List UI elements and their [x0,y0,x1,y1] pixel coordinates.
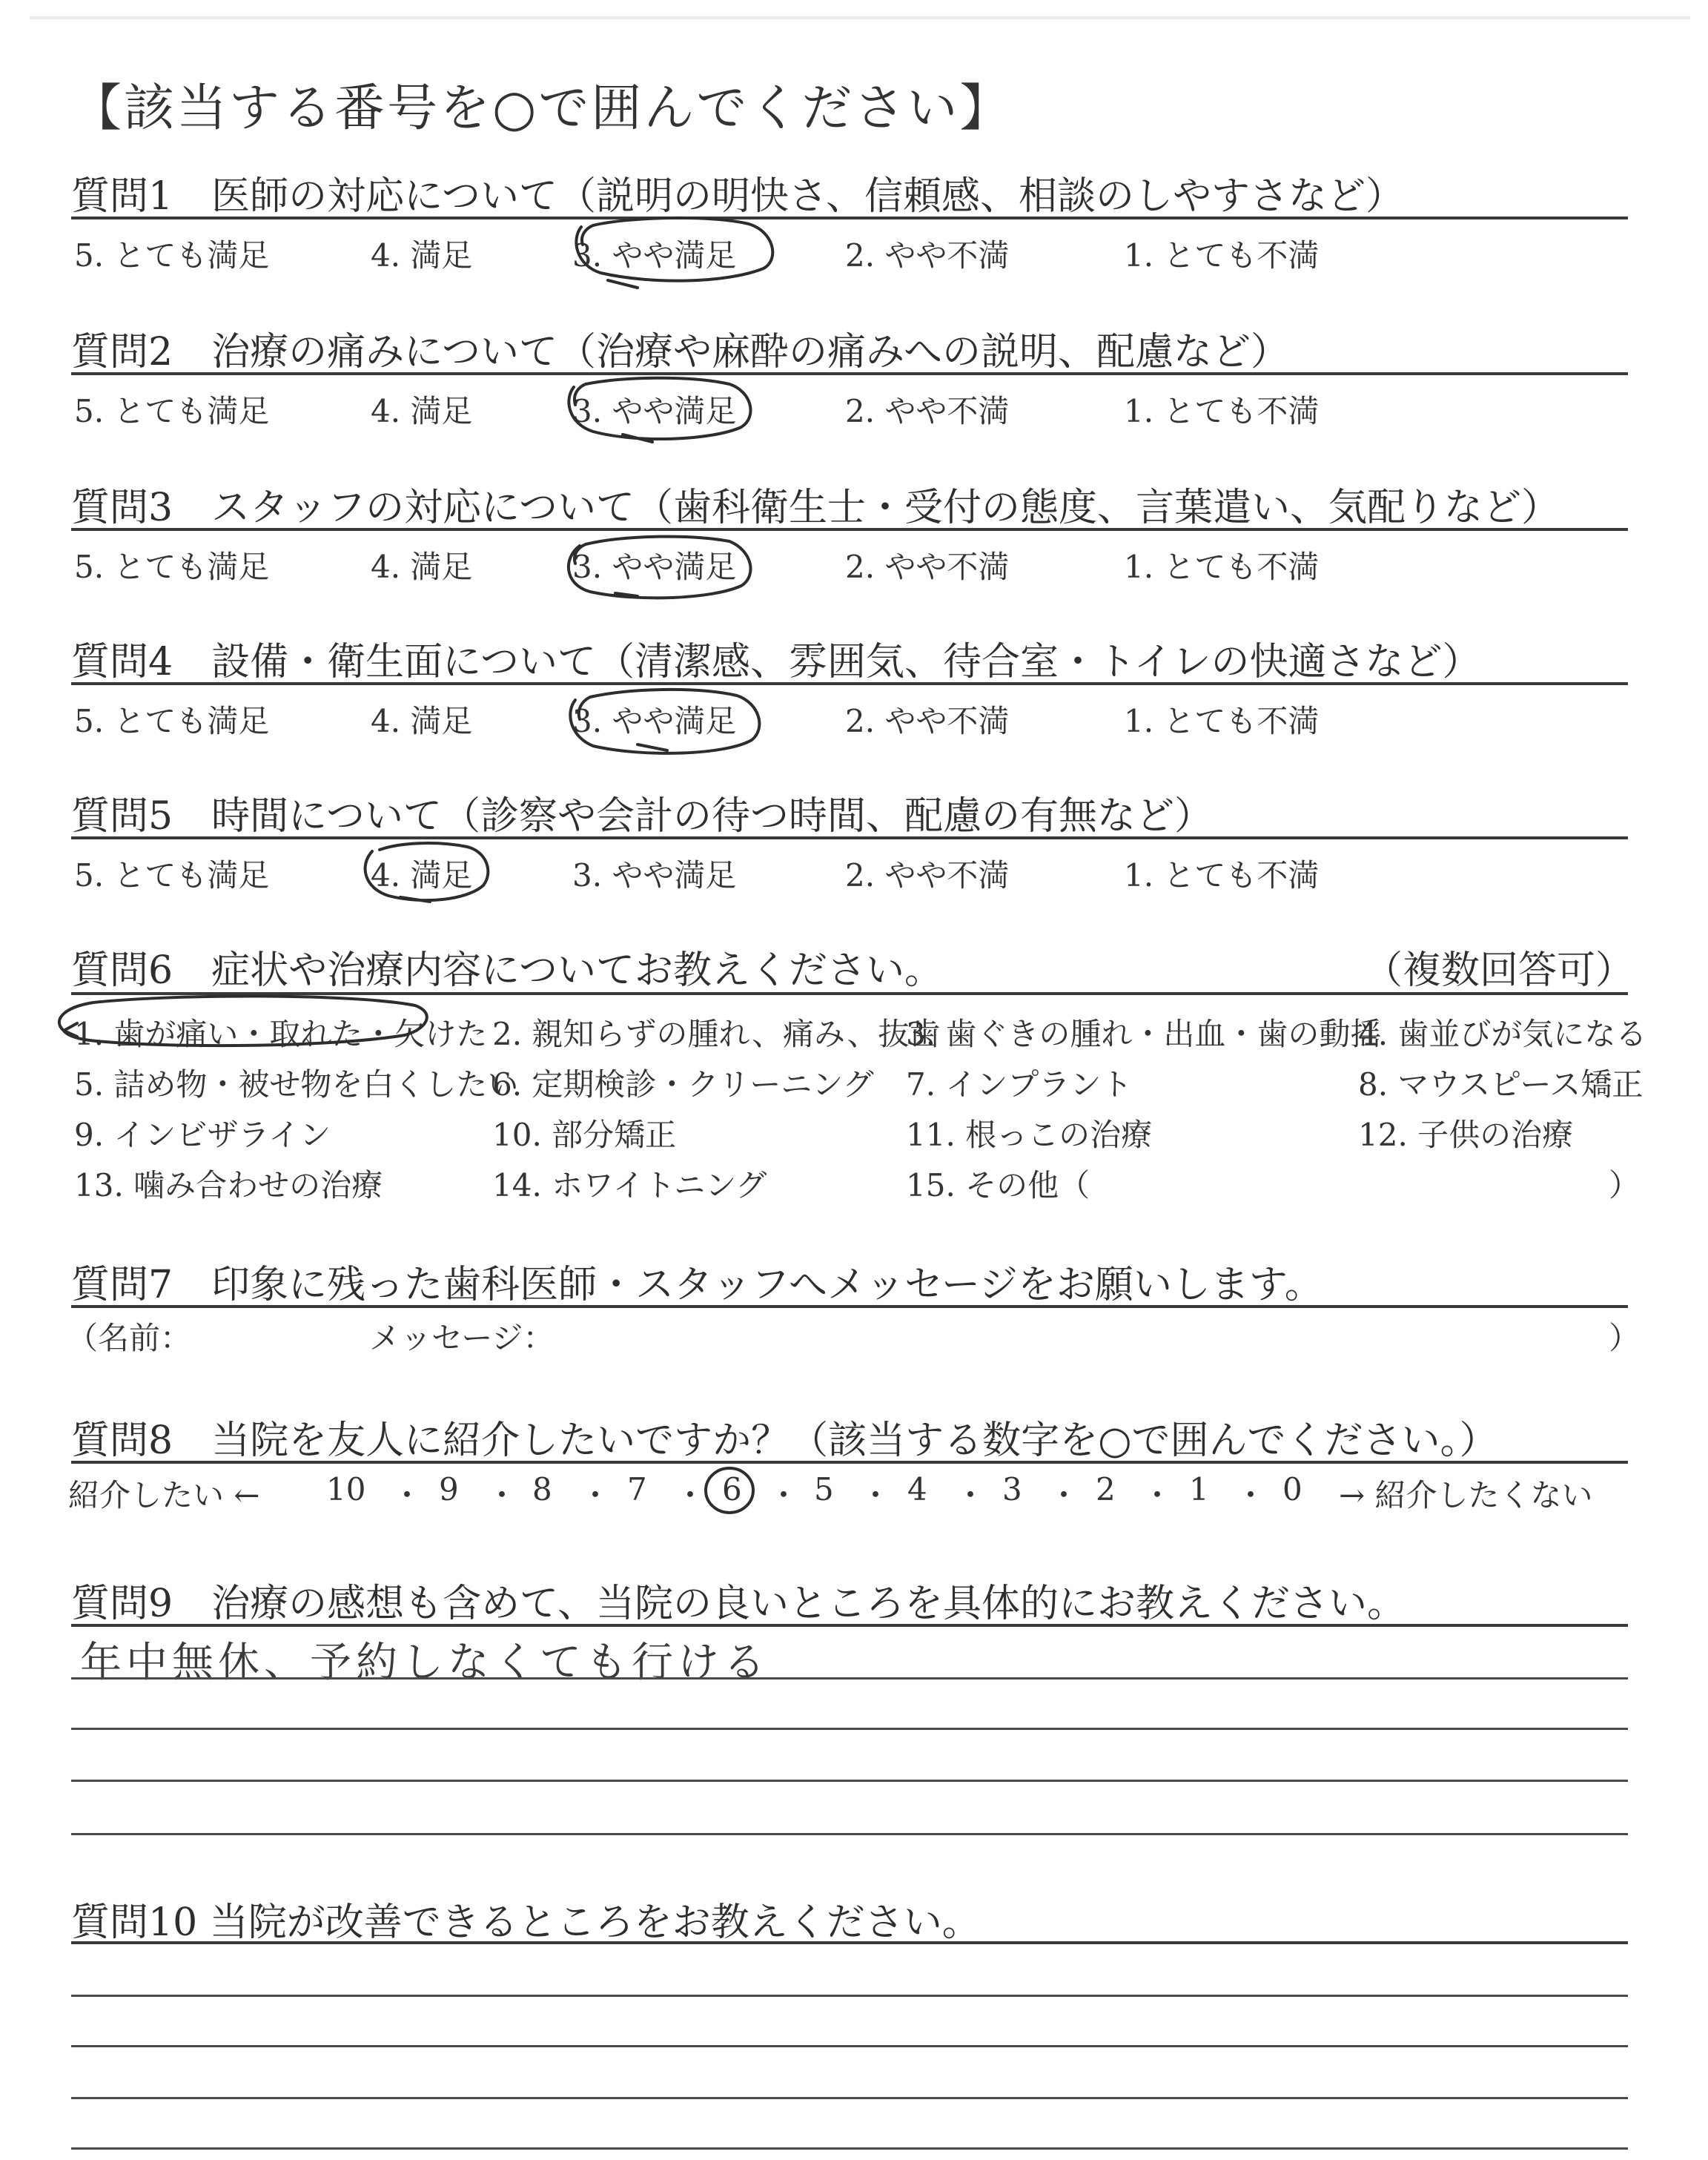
q6-item-7[interactable]: 7. インプラント [906,1066,1133,1103]
q1-option-4[interactable]: 4. 満足 [371,237,473,274]
q6-item-11[interactable]: 11. 根っこの治療 [906,1117,1153,1153]
q8-score-3[interactable]: 3 [1002,1471,1022,1507]
q8-score-4[interactable]: 4 [907,1471,927,1507]
q6-item-8[interactable]: 8. マウスピース矯正 [1358,1066,1644,1103]
q5-option-1[interactable]: 1. とても不満 [1124,857,1320,894]
q8-score-7[interactable]: 7 [627,1471,647,1507]
q8-score-2[interactable]: 2 [1096,1471,1116,1507]
q2-selection-circle [569,378,750,442]
q8-score-0[interactable]: 0 [1282,1471,1302,1507]
q5-option-2[interactable]: 2. やや不満 [845,857,1010,894]
q8-separator: ・ [675,1477,706,1513]
q6-other-close-paren: ） [1609,1167,1641,1203]
q3-option-1[interactable]: 1. とても不満 [1124,549,1320,585]
q8-separator: ・ [1048,1477,1080,1513]
q3-option-4[interactable]: 4. 満足 [371,549,473,585]
q6-item-9[interactable]: 9. インビザライン [74,1117,331,1153]
q4-option-1[interactable]: 1. とても不満 [1124,703,1320,739]
q10-title: 質問10 当院が改善できるところをお教えください。 [71,1900,981,1945]
q8-score-1[interactable]: 1 [1189,1471,1209,1507]
q3-option-5[interactable]: 5. とても満足 [74,549,270,585]
q6-item-12[interactable]: 12. 子供の治療 [1358,1117,1574,1153]
q8-score-8[interactable]: 8 [532,1471,552,1507]
q6-selection-circle [59,996,427,1046]
q6-item-1[interactable]: 1. 歯が痛い・取れた・欠けた [74,1016,488,1052]
q4-option-3[interactable]: 3. やや満足 [572,703,737,739]
q6-title: 質問6 症状や治療内容についてお教えください。 [71,948,944,993]
q8-separator: ・ [768,1477,800,1513]
q2-title: 質問2 治療の痛みについて（治療や麻酔の痛みへの説明、配慮など） [71,330,1290,374]
q2-option-3[interactable]: 3. やや満足 [572,393,737,429]
q4-option-5[interactable]: 5. とても満足 [74,703,270,739]
q1-option-3[interactable]: 3. やや満足 [572,237,737,274]
q9-handwritten-answer[interactable]: 年中無休、予約しなくても行ける [80,1639,769,1687]
q2-option-1[interactable]: 1. とても不満 [1124,393,1320,429]
q4-option-4[interactable]: 4. 満足 [371,703,473,739]
q2-option-2[interactable]: 2. やや不満 [845,393,1010,429]
q1-option-5[interactable]: 5. とても満足 [74,237,270,274]
q4-selection-circle [570,690,759,753]
q6-item-5[interactable]: 5. 詰め物・被せ物を白くしたい [74,1066,519,1103]
q8-left-label: 紹介したい ← [68,1477,260,1513]
q7-message-label[interactable]: メッセージ： [369,1320,555,1356]
q8-score-10[interactable]: 10 [326,1471,366,1507]
q8-selection-circle [706,1468,753,1513]
q8-title: 質問8 当院を友人に紹介したいですか？（該当する数字を○で囲んでください。） [71,1418,1498,1463]
q2-option-4[interactable]: 4. 満足 [371,393,473,429]
q6-item-4[interactable]: 4. 歯並びが気になる [1358,1016,1647,1052]
q8-separator: ・ [955,1477,987,1513]
q8-score-5[interactable]: 5 [814,1471,834,1507]
q4-option-2[interactable]: 2. やや不満 [845,703,1010,739]
q3-option-2[interactable]: 2. やや不満 [845,549,1010,585]
q8-right-label: → 紹介したくない [1339,1477,1593,1513]
q8-score-6[interactable]: 6 [722,1471,742,1507]
q4-title: 質問4 設備・衛生面について（清潔感、雰囲気、待合室・トイレの快適さなど） [71,640,1481,684]
q6-item-15[interactable]: 15. その他（ [906,1167,1090,1203]
q6-item-6[interactable]: 6. 定期検診・クリーニング [492,1066,874,1103]
q8-separator: ・ [1142,1477,1174,1513]
q8-separator: ・ [860,1477,892,1513]
form-header: 【該当する番号を○で囲んでください】 [71,79,1013,138]
q3-title: 質問3 スタッフの対応について（歯科衛生士・受付の態度、言葉遣い、気配りなど） [71,486,1560,530]
q1-option-2[interactable]: 2. やや不満 [845,237,1010,274]
q3-option-3[interactable]: 3. やや満足 [572,549,737,585]
q5-option-5[interactable]: 5. とても満足 [74,857,270,894]
q5-selection-circle [365,843,489,902]
q1-option-1[interactable]: 1. とても不満 [1124,237,1320,274]
q9-title: 質問9 治療の感想も含めて、当院の良いところを具体的にお教えください。 [71,1582,1406,1626]
q1-title: 質問1 医師の対応について（説明の明快さ、信頼感、相談のしやすさなど） [71,174,1404,219]
q6-item-2[interactable]: 2. 親知らずの腫れ、痛み、抜歯 [492,1016,941,1052]
q8-separator: ・ [391,1477,423,1513]
q7-title: 質問7 印象に残った歯科医師・スタッフへメッセージをお願いします。 [71,1263,1323,1307]
q6-multiple-note: （複数回答可） [1364,948,1635,993]
q8-separator: ・ [580,1477,612,1513]
q8-separator: ・ [1235,1477,1267,1513]
q8-separator: ・ [486,1477,518,1513]
q1-selection-circle [576,218,772,288]
q8-score-9[interactable]: 9 [439,1471,459,1507]
q2-option-5[interactable]: 5. とても満足 [74,393,270,429]
q6-item-3[interactable]: 3. 歯ぐきの腫れ・出血・歯の動揺 [906,1016,1382,1052]
q5-option-4[interactable]: 4. 満足 [371,857,473,894]
q7-close-paren: ） [1609,1320,1641,1356]
q6-item-10[interactable]: 10. 部分矯正 [492,1117,677,1153]
q7-name-label[interactable]: （名前： [67,1320,192,1356]
q5-title: 質問5 時間について（診察や会計の待つ時間、配慮の有無など） [71,794,1214,839]
q6-item-14[interactable]: 14. ホワイトニング [492,1167,767,1203]
q6-item-13[interactable]: 13. 噛み合わせの治療 [74,1167,383,1203]
q5-option-3[interactable]: 3. やや満足 [572,857,737,894]
q3-selection-circle [569,537,751,598]
